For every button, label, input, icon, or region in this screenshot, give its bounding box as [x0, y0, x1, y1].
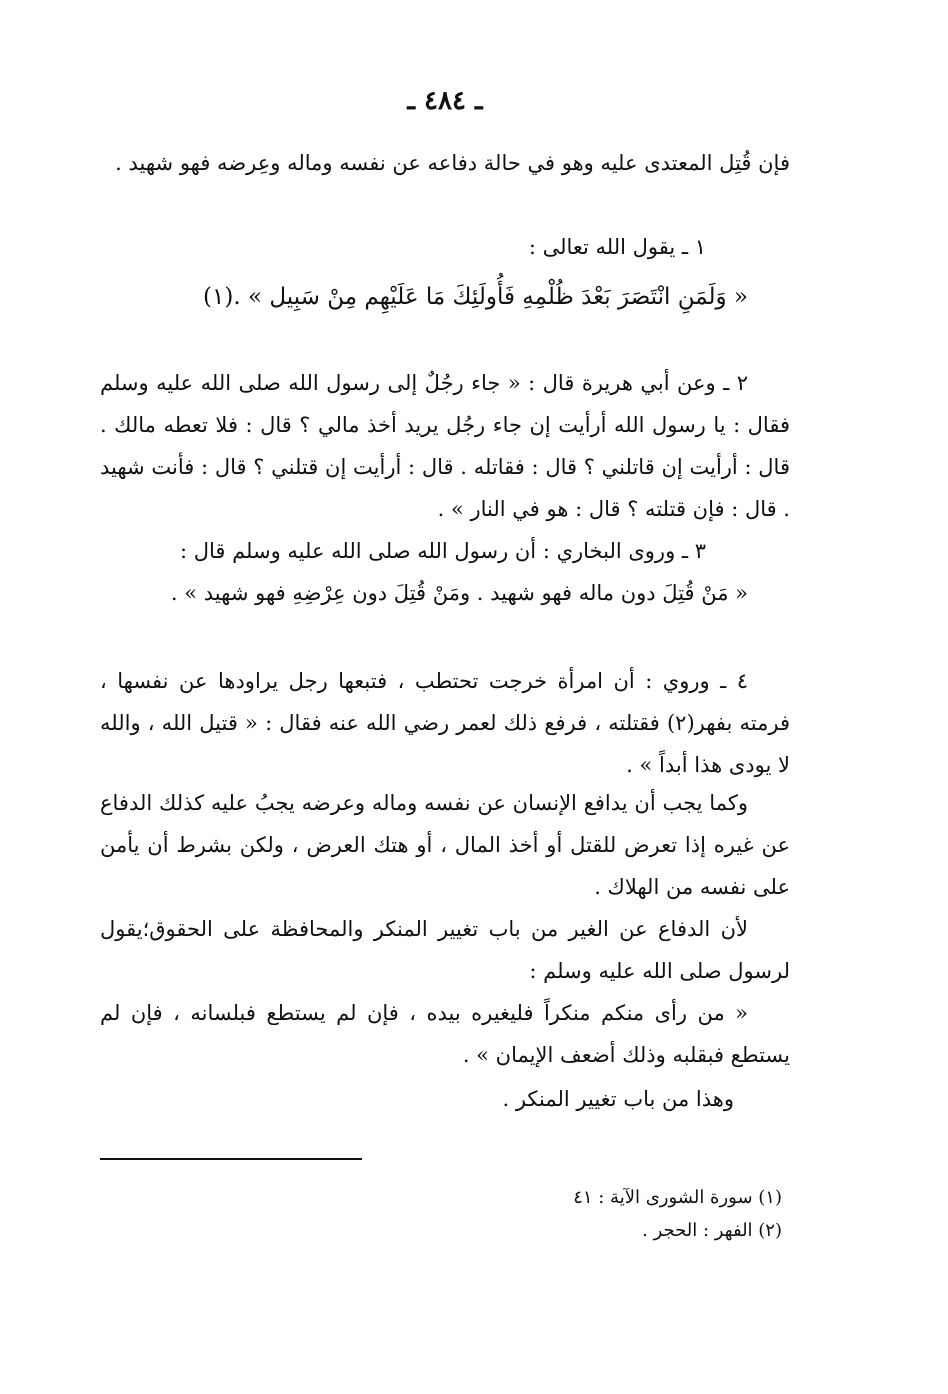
quran-verse: « وَلَمَنِ انْتَصَرَ بَعْدَ ظُلْمِهِ فَأُولَئِكَ مَا عَلَيْهِم مِنْ سَبِيل » .(١) [203, 284, 748, 310]
hadith-quote-2: « من رأى منكم منكراً فليغيره بيده ، فإن لم يستطع فبلسانه ، فإن لم يستطع فبقلبه وذلك أضعف الإيمان » . [100, 1001, 790, 1067]
hadith-quote-1: « مَنْ قُتِلَ دون ماله فهو شهيد . ومَنْ قُتِلَ دون عِرْضِهِ فهو شهيد » . [170, 581, 748, 605]
book-page [100, 0, 790, 1394]
paragraph-item-4: ٤ ـ وروي : أن امرأة خرجت تحتطب ، فتبعها رجل يراودها عن نفسها ، فرمته بفهر(٢) فقتلته ، فرفع ذلك لعمر رضي الله عنه فقال : « قتيل الله ، والله لا يودى هذا أبداً » . [100, 669, 790, 777]
paragraph-item-1: ١ ـ يقول الله تعالى : [528, 235, 706, 259]
paragraph-item-3: ٣ ـ وروى البخاري : أن رسول الله صلى الله عليه وسلم قال : [179, 539, 706, 563]
paragraph-closing: وهذا من باب تغيير المنكر . [502, 1087, 734, 1111]
paragraph-reason: لأن الدفاع عن الغير من باب تغيير المنكر والمحافظة على الحقوق؛يقول لرسول صلى الله عليه وسلم : [100, 917, 790, 983]
page-number: ـ ٤٨٤ ـ [407, 86, 483, 116]
paragraph-item-2: ٢ ـ وعن أبي هريرة قال : « جاء رجُلٌ إلى رسول الله صلى الله عليه وسلم فقال : يا رسول الله أرأيت إن جاء رجُل يريد أخذ مالي ؟ قال : فلا تعطه مالك . قال : أرأيت إن قاتلني ؟ قال : فقاتله . قال : أرأيت إن قتلني ؟ قال : فأنت شهيد . قال : فإن قتلته ؟ قال : هو في النار » . [100, 371, 790, 521]
paragraph-defend-others: وكما يجب أن يدافع الإنسان عن نفسه وماله وعرضه يجبُ عليه كذلك الدفاع عن غيره إذا تعرض للقتل أو أخذ المال ، أو هتك العرض ، ولكن بشرط أن يأمن على نفسه من الهلاك . [100, 791, 790, 899]
footnote-2: (٢) الفهر : الحجر . [642, 1220, 782, 1241]
footnote-1: (١) سورة الشورى الآية : ٤١ [573, 1187, 782, 1208]
paragraph-intro: فإن قُتِل المعتدى عليه وهو في حالة دفاعه عن نفسه وماله وعِرضه فهو شهيد . [115, 151, 790, 175]
footnote-divider [100, 1158, 362, 1160]
